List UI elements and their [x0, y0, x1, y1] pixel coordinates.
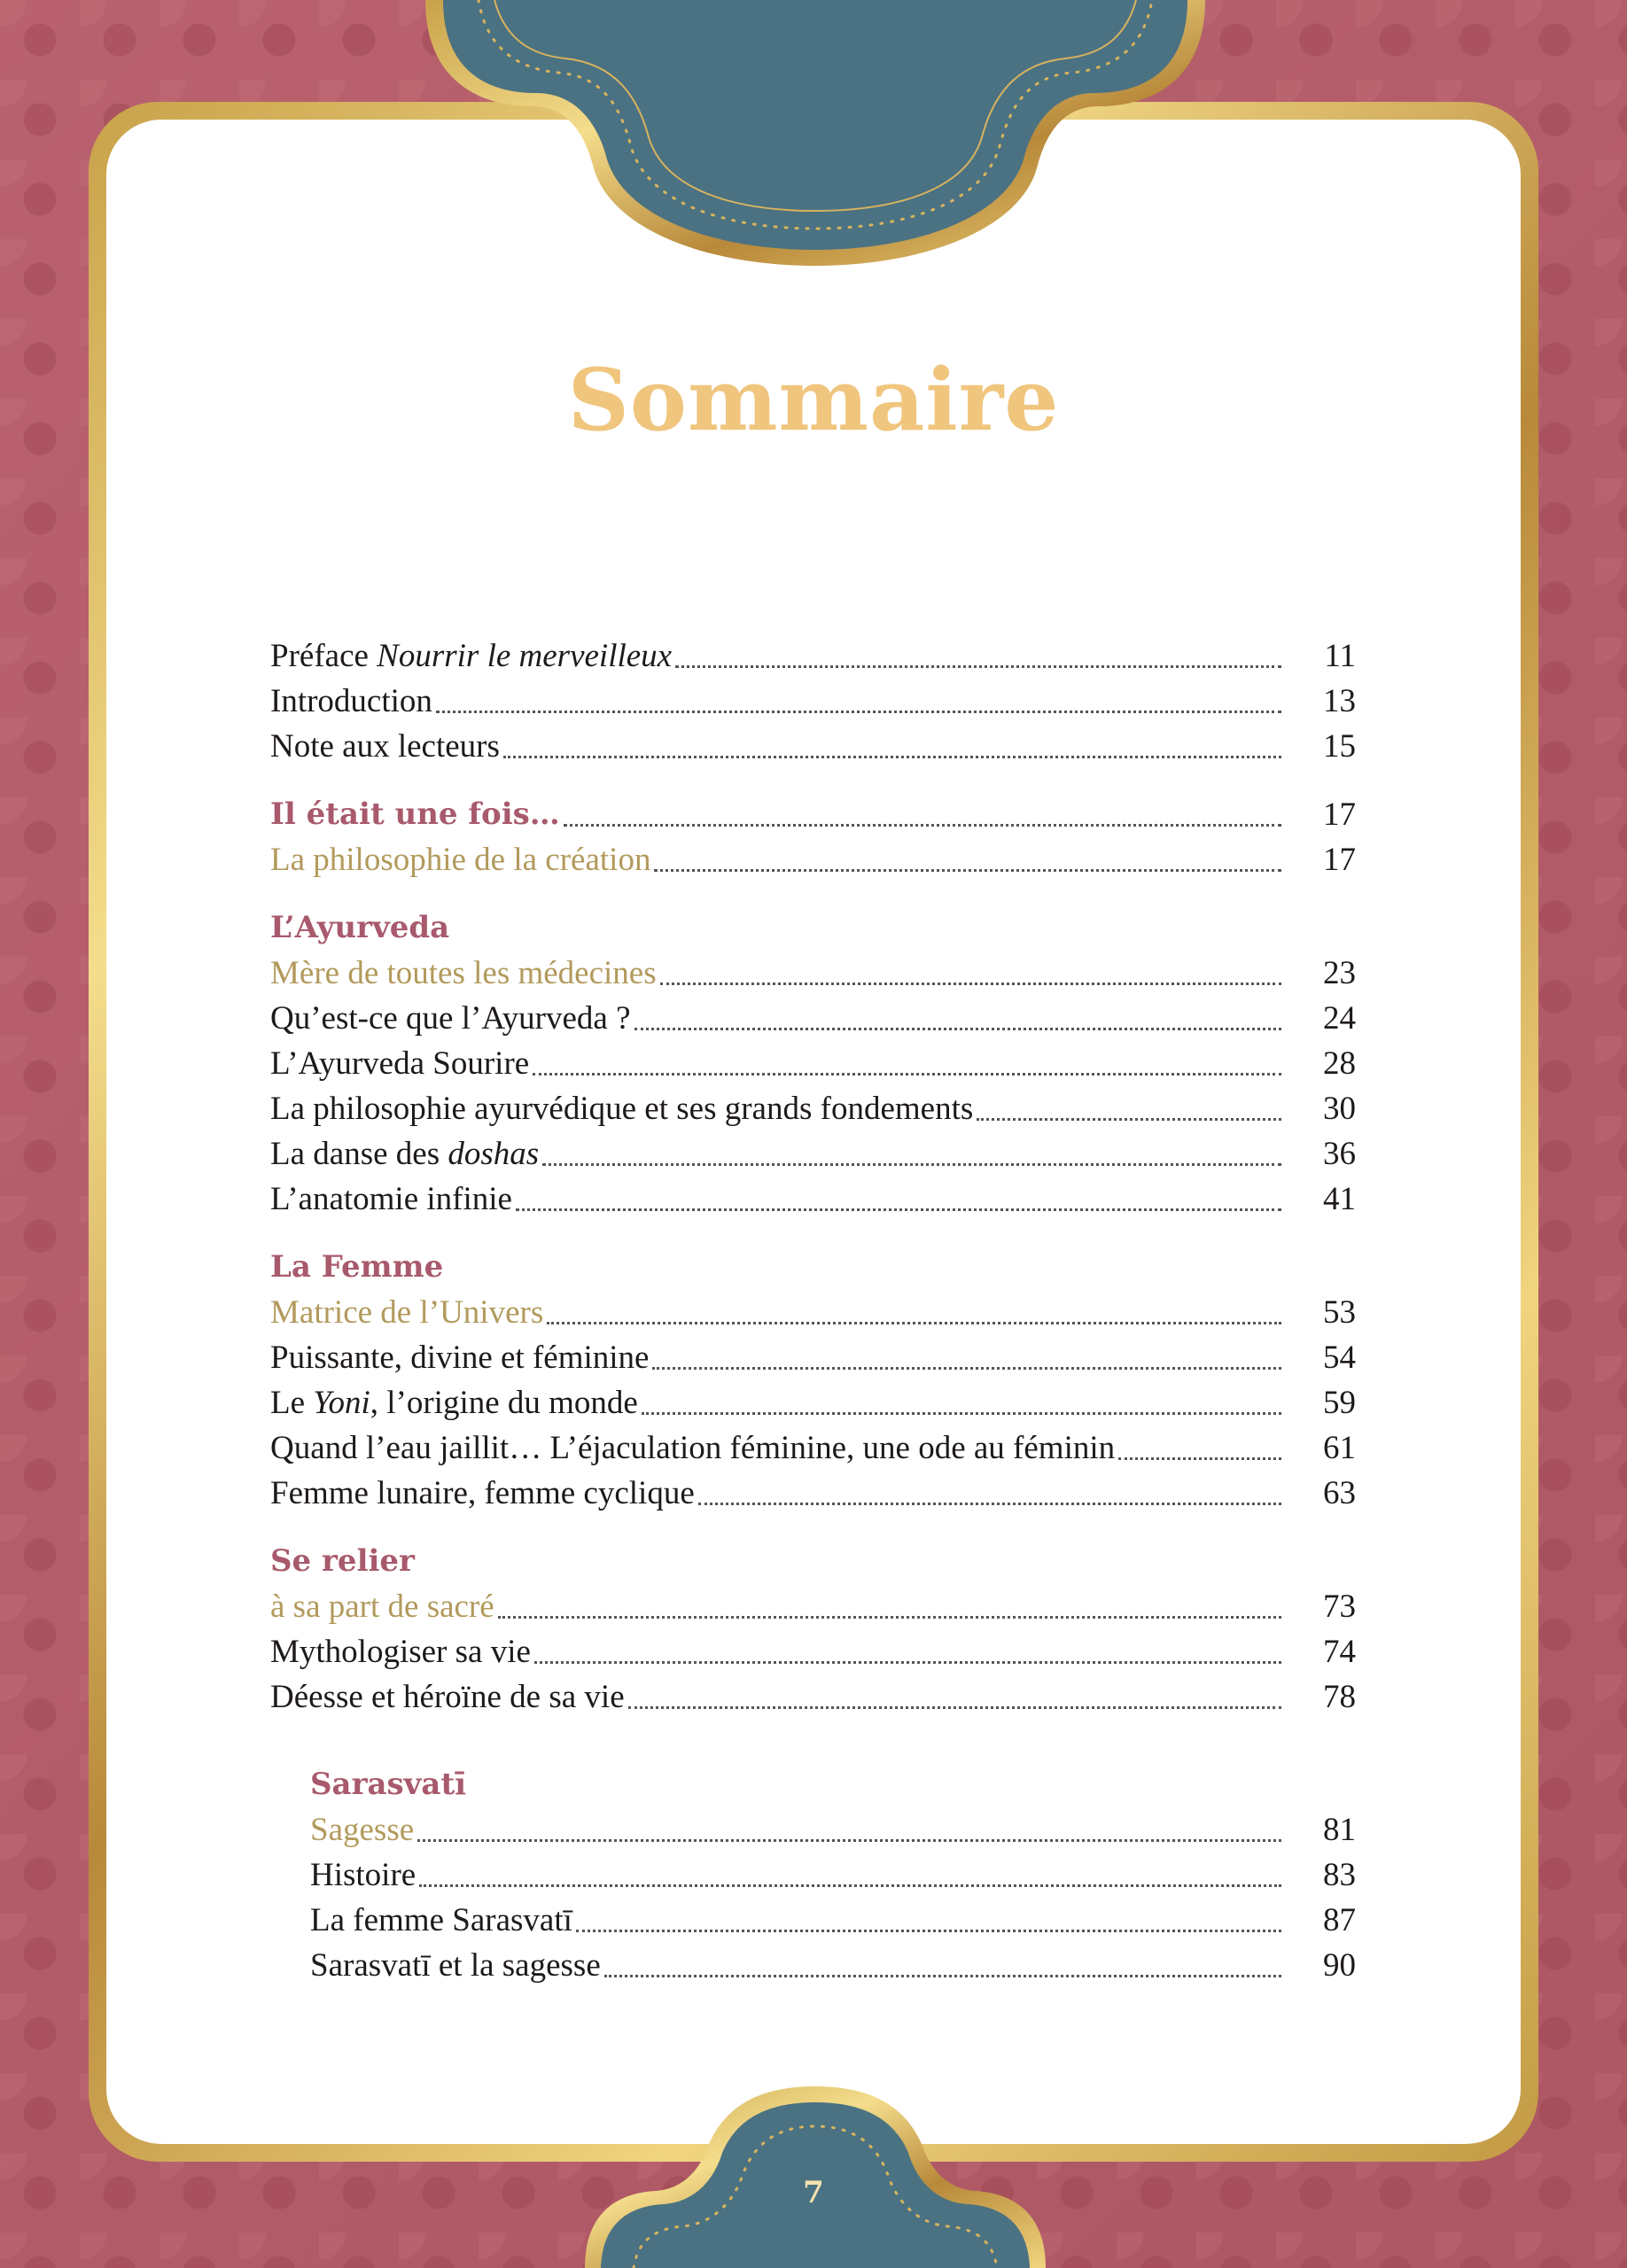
toc-row[interactable]	[270, 1425, 1356, 1471]
toc-page-number: 61	[1323, 1430, 1356, 1466]
toc-row-subtitle[interactable]	[270, 837, 1356, 882]
leader-dots	[628, 1705, 1281, 1709]
toc-entry-text: La danse des doshas	[270, 1136, 540, 1172]
toc-entry-text: L’anatomie infinie	[270, 1181, 512, 1217]
toc-page-number: 13	[1323, 683, 1356, 719]
leader-dots	[564, 823, 1281, 827]
toc-page-number: 54	[1323, 1340, 1356, 1376]
toc-row[interactable]	[270, 1674, 1356, 1720]
toc-row[interactable]	[270, 1852, 1356, 1898]
toc-row[interactable]	[270, 1041, 1356, 1086]
toc-row[interactable]	[270, 1380, 1356, 1425]
toc-row[interactable]	[270, 996, 1356, 1041]
leader-dots	[675, 664, 1281, 668]
toc-entry-text: Préface Nourrir le merveilleux	[270, 638, 673, 674]
toc-entry-text: Mère de toutes les médecines	[270, 955, 657, 991]
leader-dots	[533, 1072, 1281, 1076]
toc-entry-text: Quand l’eau jaillit… L’éjaculation féminine, une ode au féminin	[270, 1430, 1116, 1466]
toc-entry-text: à sa part de sacré	[270, 1588, 494, 1625]
leader-dots	[698, 1502, 1281, 1505]
toc-entry-text: La philosophie de la création	[270, 842, 651, 878]
toc-row[interactable]	[270, 1629, 1356, 1674]
toc-page-number: 41	[1323, 1181, 1356, 1217]
toc-entry-text: Femme lunaire, femme cyclique	[270, 1475, 695, 1511]
leader-dots	[503, 755, 1281, 758]
toc-row[interactable]	[270, 1177, 1356, 1222]
toc-entry-text: Note aux lecteurs	[270, 728, 500, 765]
top-medallion-ornament	[425, 0, 1205, 284]
leader-dots	[417, 1838, 1281, 1842]
section-heading[interactable]: Sarasvatī	[310, 1767, 467, 1802]
leader-dots	[547, 1321, 1281, 1324]
leader-dots	[660, 982, 1281, 985]
leader-dots	[498, 1615, 1281, 1619]
leader-dots	[516, 1208, 1281, 1211]
toc-row[interactable]	[270, 633, 1356, 679]
toc-row[interactable]	[270, 724, 1356, 769]
leader-dots	[634, 1027, 1282, 1030]
leader-dots	[576, 1929, 1281, 1932]
toc-row[interactable]	[270, 1086, 1356, 1131]
toc-page-number: 24	[1323, 1000, 1356, 1037]
toc-row-subtitle[interactable]	[270, 1290, 1356, 1335]
toc-page-number: 15	[1323, 728, 1356, 765]
toc-row[interactable]	[270, 1898, 1356, 1943]
leader-dots	[534, 1660, 1281, 1664]
section-heading-text: Il était une fois…	[270, 796, 560, 832]
toc-entry-text: La philosophie ayurvédique et ses grands fondements	[270, 1091, 974, 1127]
toc-row[interactable]	[270, 679, 1356, 724]
page-title: Sommaire	[567, 350, 1060, 450]
toc-row-subtitle[interactable]	[270, 1807, 1356, 1852]
toc-entry-text: Sagesse	[310, 1812, 415, 1848]
toc-entry-text: Introduction	[270, 683, 432, 719]
toc-entry-text: Puissante, divine et féminine	[270, 1340, 650, 1376]
leader-dots	[977, 1117, 1281, 1121]
leader-dots	[436, 710, 1281, 713]
toc-page-number: 83	[1323, 1857, 1356, 1893]
toc-page-number: 87	[1323, 1902, 1356, 1938]
leader-dots	[1118, 1456, 1281, 1460]
table-of-contents	[270, 633, 1356, 1988]
toc-page-number: 63	[1323, 1475, 1356, 1511]
toc-entry-text: Mythologiser sa vie	[270, 1634, 531, 1670]
toc-row[interactable]	[270, 1471, 1356, 1516]
leader-dots	[419, 1884, 1281, 1887]
section-heading[interactable]	[270, 792, 1356, 837]
leader-dots	[652, 1366, 1281, 1370]
section-heading[interactable]: La Femme	[270, 1249, 444, 1285]
toc-entry-text: L’Ayurveda Sourire	[270, 1045, 530, 1082]
toc-page-number: 73	[1323, 1588, 1356, 1625]
toc-page-number: 23	[1323, 955, 1356, 991]
toc-entry-text: Qu’est-ce que l’Ayurveda ?	[270, 1000, 631, 1037]
toc-page-number: 78	[1323, 1679, 1356, 1715]
toc-entry-text: Le Yoni, l’origine du monde	[270, 1385, 638, 1421]
section-heading[interactable]: Se relier	[270, 1543, 415, 1579]
toc-page-number: 53	[1323, 1294, 1356, 1331]
toc-page-number: 11	[1324, 638, 1356, 674]
toc-page-number: 90	[1323, 1947, 1356, 1984]
toc-page-number: 30	[1323, 1091, 1356, 1127]
page-number: 7	[803, 2175, 824, 2210]
toc-row[interactable]	[270, 1335, 1356, 1380]
toc-entry-text: La femme Sarasvatī	[310, 1902, 572, 1938]
section-heading[interactable]: L’Ayurveda	[270, 910, 450, 945]
leader-dots	[604, 1974, 1281, 1977]
leader-dots	[542, 1162, 1281, 1166]
toc-row-subtitle[interactable]	[270, 951, 1356, 996]
leader-dots	[642, 1411, 1281, 1415]
toc-page-number: 74	[1323, 1634, 1356, 1670]
toc-row[interactable]	[270, 1131, 1356, 1177]
toc-page-number: 28	[1323, 1045, 1356, 1082]
toc-entry-text: Histoire	[310, 1857, 416, 1893]
toc-page-number: 59	[1323, 1385, 1356, 1421]
leader-dots	[654, 868, 1281, 872]
toc-page-number: 17	[1323, 796, 1356, 833]
toc-page-number: 36	[1323, 1136, 1356, 1172]
toc-entry-text: Déesse et héroïne de sa vie	[270, 1679, 625, 1715]
toc-entry-text: Sarasvatī et la sagesse	[310, 1947, 601, 1984]
toc-row[interactable]	[270, 1943, 1356, 1988]
toc-row-subtitle[interactable]	[270, 1584, 1356, 1629]
toc-page-number: 81	[1323, 1812, 1356, 1848]
toc-entry-text: Matrice de l’Univers	[270, 1294, 544, 1331]
toc-page-number: 17	[1323, 842, 1356, 878]
